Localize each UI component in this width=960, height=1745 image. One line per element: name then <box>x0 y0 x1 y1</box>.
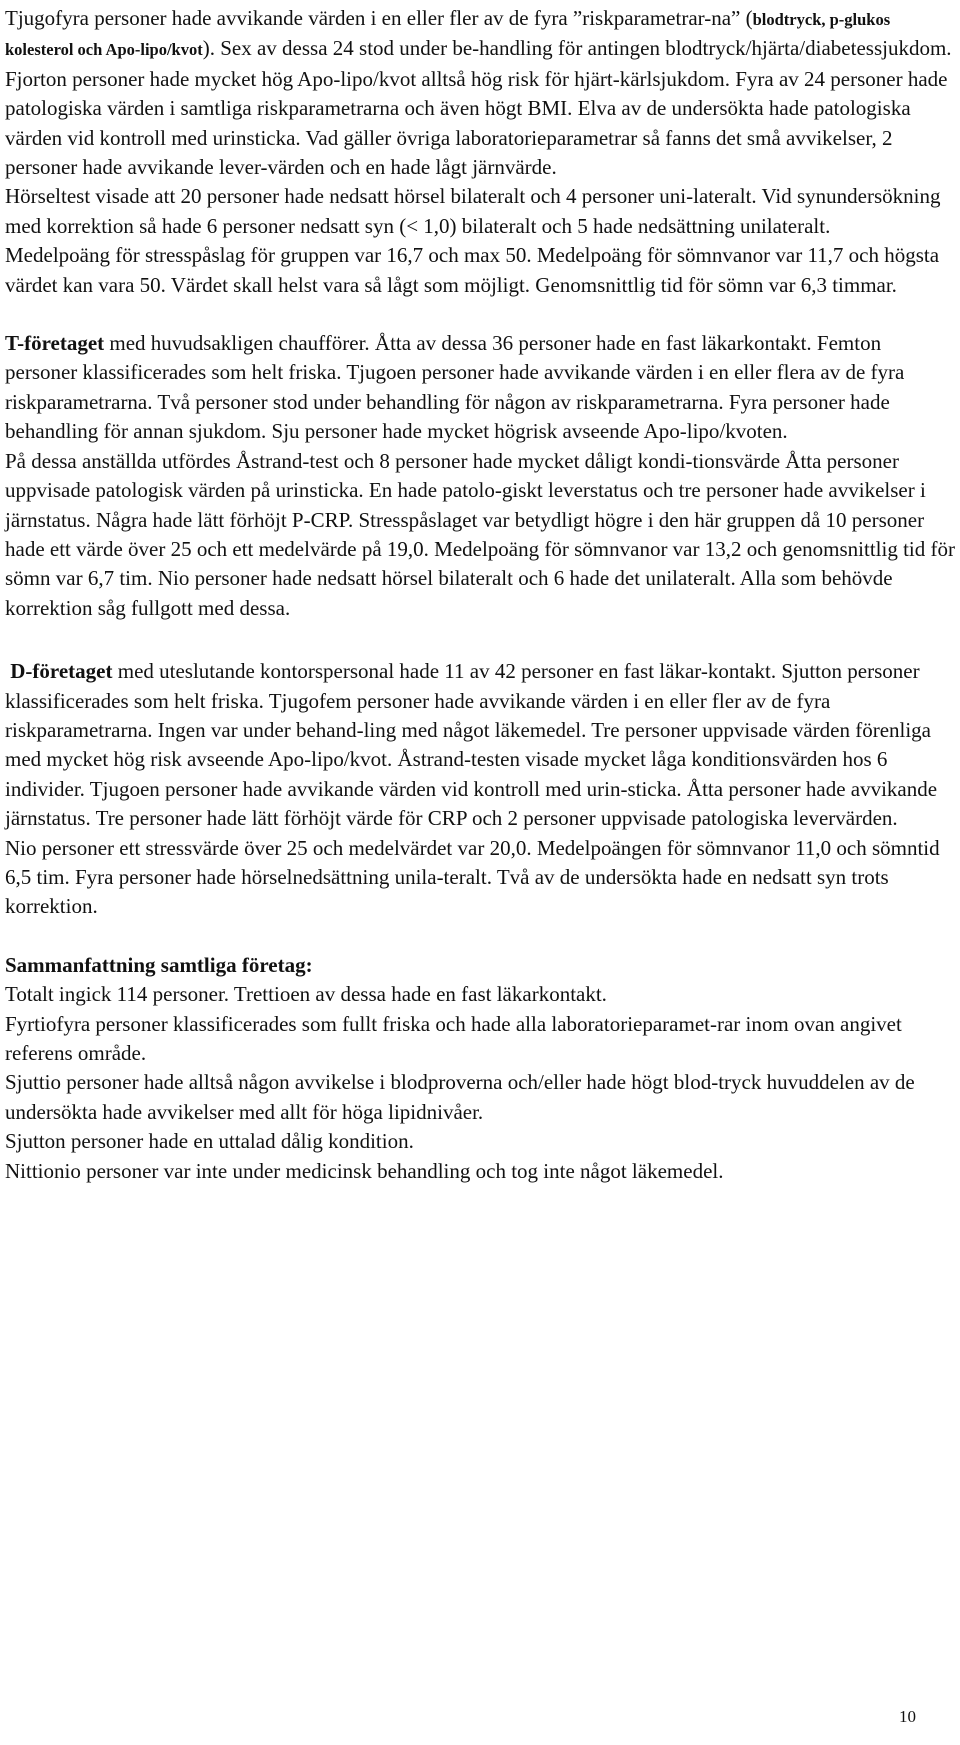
summary-line-2: Fyrtiofyra personer klassificerades som fullt friska och hade alla laboratorieparamet-rar inom ovan angivet referens område. <box>5 1011 902 1065</box>
intro-text-b: ). Sex av dessa 24 stod under be-handling för antingen blodtryck/hjärta/diabetessjukdom. Fjorton personer hade mycket hög Apo-lipo/kvot alltså hög risk för hjärt-kärlsjukdom. Fyra av 24 personer hade patologiska värden i samtliga riskparametrarna och även högt BMI. Elva av de undersökta hade patologiska värden vid kontroll med urinsticka. Vad gäller övriga laboratorieparametrar så fanns det små avvikelser, 2 personer hade avvikande lever-värden och en hade lågt järnvärde. <box>5 36 952 180</box>
intro-section <box>5 4 955 300</box>
t-company-section <box>5 329 955 623</box>
t-company-label: T-företaget <box>5 331 105 356</box>
d-company-label: D-företaget <box>10 659 113 684</box>
t-company-paragraph-1 <box>5 329 955 447</box>
d-company-section <box>5 657 955 922</box>
document-page <box>5 4 955 1186</box>
summary-section <box>5 951 955 1186</box>
t-company-text-1: med huvudsakligen chaufförer. Åtta av dessa 36 personer hade en fast läkarkontakt. Femton personer klassificerades som helt friska. Tjugoen personer hade avvikande värden i en eller flera av de fyra riskparametrarna. Två personer stod under behandling för någon av riskparametrarna. Fyra personer hade behandling för annan sjukdom. Sju personer hade mycket högrisk avseende Apo-lipo/kvoten. <box>5 331 905 444</box>
summary-heading: Sammanfattning samtliga företag: <box>5 952 313 977</box>
intro-paragraph-2: Hörseltest visade att 20 personer hade nedsatt hörsel bilateralt och 4 personer uni-lateralt. Vid synundersökning med korrektion så hade 6 personer nedsatt syn (< 1,0) bilateralt och 5 hade nedsättning unilateralt. <box>5 184 941 238</box>
intro-paragraph-3: Medelpoäng för stresspåslag för gruppen var 16,7 och max 50. Medelpoäng för sömnvanor var 11,7 och högsta värdet kan vara 50. Värdet skall helst vara så lågt som möjligt. Genomsnittlig tid för sömn var 6,3 timmar. <box>5 243 940 297</box>
d-company-paragraph-1 <box>5 657 955 833</box>
summary-line-1: Totalt ingick 114 personer. Trettioen av dessa hade en fast läkarkontakt. <box>5 982 607 1007</box>
risk-parameters-note: blodtryck, p-glukos kolesterol och Apo-lipo/kvot <box>5 10 891 60</box>
page-number: 10 <box>899 1707 916 1726</box>
d-company-paragraph-2: Nio personer ett stressvärde över 25 och medelvärdet var 20,0. Medelpoängen för sömnvanor 11,0 och sömntid 6,5 tim. Fyra personer hade hörselnedsättning unila-teralt. Två av de undersökta hade en nedsatt syn trots korrektion. <box>5 835 940 919</box>
d-company-text-1: med uteslutande kontorspersonal hade 11 av 42 personer en fast läkar-kontakt. Sjutton personer klassificerades som helt friska. Tjugofem personer hade avvikande värden i en eller fler av de fyra riskparametrarna. Ingen var under behand-ling med något läkemedel. Tre personer uppvisade värden förenliga med mycket hög risk avseende Apo-lipo/kvot. Åstrand-testen visade mycket låga konditionsvärden hos 6 individer. Tjugoen personer hade avvikande värden vid kontroll med urin-sticka. Åtta personer hade avvikande järnstatus. Tre personer hade lätt förhöjt värde för CRP och 2 personer uppvisade patologiska levervärden. <box>5 659 938 831</box>
summary-line-3: Sjuttio personer hade alltså någon avvikelse i blodproverna och/eller hade högt blod-tryck huvuddelen av de undersökta hade avvikelser med allt för höga lipidnivåer. <box>5 1070 915 1124</box>
summary-line-4: Sjutton personer hade en uttalad dålig kondition. <box>5 1129 414 1154</box>
intro-text-a: Tjugofyra personer hade avvikande värden i en eller fler av de fyra ”riskparametrar-na” ( <box>5 6 753 30</box>
intro-paragraph-1 <box>5 4 955 182</box>
summary-line-5: Nittionio personer var inte under medicinsk behandling och tog inte något läkemedel. <box>5 1158 724 1183</box>
t-company-paragraph-2: På dessa anställda utfördes Åstrand-test och 8 personer hade mycket dåligt kondi-tionsvärde Åtta personer uppvisade patologisk värden på urinsticka. En hade patolo-giskt leverstatus och tre personer hade avvikelser i järnstatus. Några hade lätt förhöjt P-CRP. Stresspåslaget var betydligt högre i den här gruppen då 10 personer hade ett värde över 25 och ett medelvärde på 19,0. Medelpoäng för sömnvanor var 13,2 och genomsnittlig tid för sömn var 6,7 tim. Nio personer hade nedsatt hörsel bilateralt och 6 hade det unilateralt. Alla som behövde korrektion såg fullgott med dessa. <box>5 448 955 620</box>
